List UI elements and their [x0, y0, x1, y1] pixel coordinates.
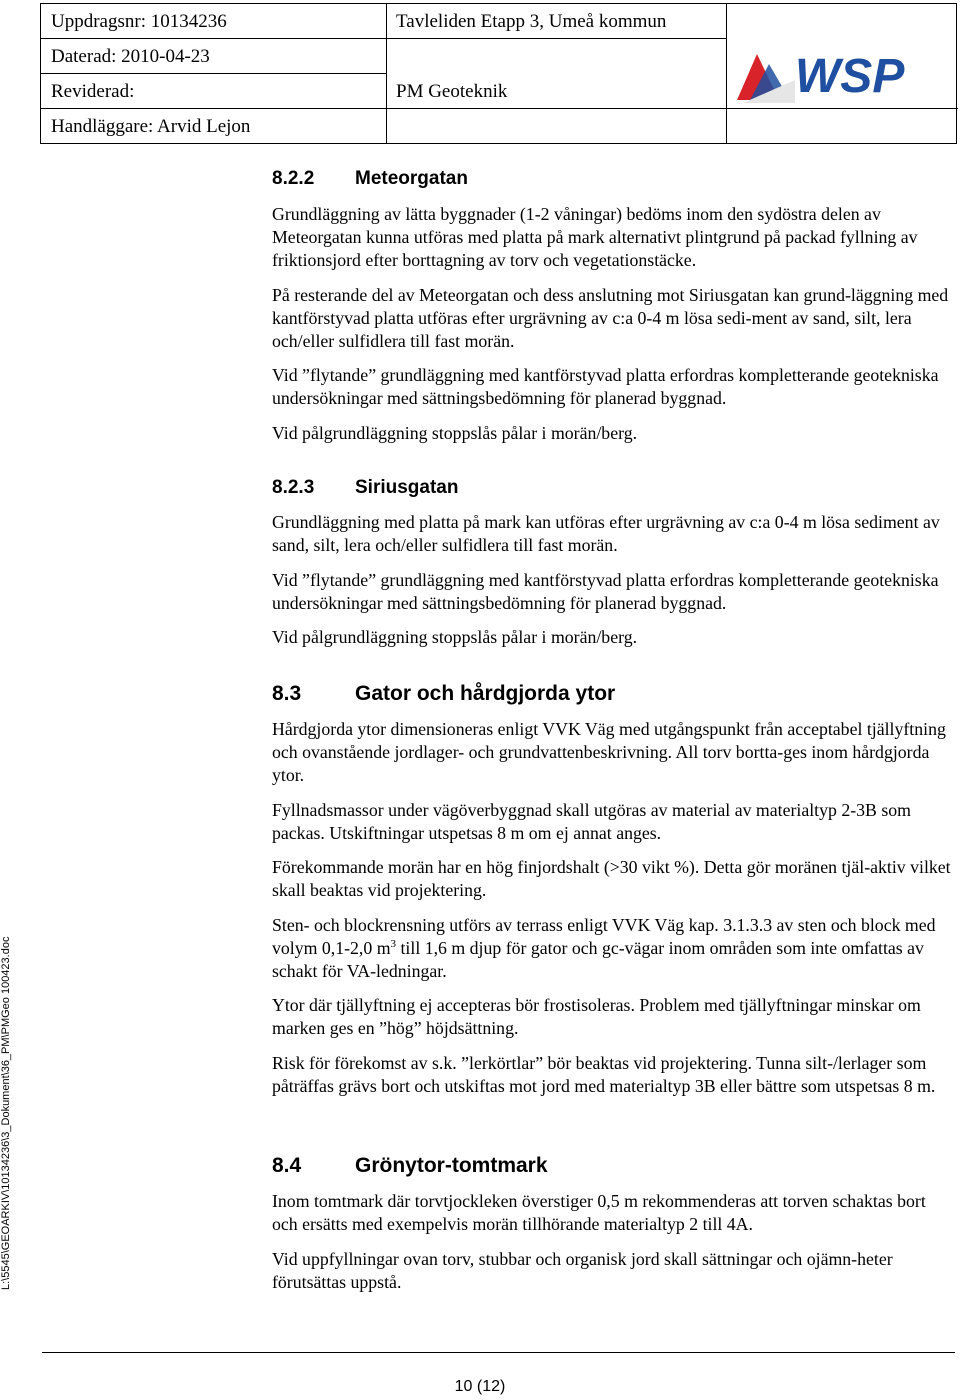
paragraph: Fyllnadsmassor under vägöverbyggnad skall utgöras av material av materialtyp 2-3B som packas. Utskiftningar utspetsas 8 m om ej annat anges. [272, 800, 911, 843]
handler: Handläggare: Arvid Lejon [51, 116, 251, 137]
paragraph: Förekommande morän har en hög finjordshalt (>30 vikt %). Detta gör moränen tjäl-aktiv vilket skall beaktas vid projektering. [272, 857, 951, 900]
section-title: Meteorgatan [355, 168, 468, 189]
wsp-logo [735, 40, 920, 106]
paragraph: Grundläggning av lätta byggnader (1-2 våningar) bedöms inom den sydöstra delen av Meteorgatan kunna utföras med platta på mark alternativt plintgrund på packad fyllning av friktionsjord efter borttagning av torv och vegetationstäcke. [272, 204, 918, 270]
document-header [40, 3, 957, 144]
section-heading-8-4 [272, 1154, 548, 1178]
page-number: 10 (12) [454, 1378, 506, 1395]
paragraph: Vid uppfyllningar ovan torv, stubbar och organisk jord skall sättningar och ojämn-heter förutsättas uppstå. [272, 1249, 893, 1292]
paragraph-text: Sten- och blockrensning utförs av terrass enligt VVK Väg kap. 3.1.3.3 av sten och block med volym 0,1-2,0 m [272, 915, 936, 958]
section-title: Gator och hårdgjorda ytor [355, 682, 616, 705]
paragraph [272, 914, 952, 983]
paragraph: Vid pålgrundläggning stoppslås pålar i morän/berg. [272, 423, 638, 443]
header-divider [386, 4, 387, 143]
section-number: 8.2.2 [272, 168, 315, 189]
paragraph: Risk för förekomst av s.k. ”lerkörtlar” bör beaktas vid projektering. Tunna silt-/lerlager som påträffas grävs bort och utskiftas mot jord med materialtyp 3B eller bättre som utspetsas 8 m. [272, 1053, 936, 1096]
header-divider [726, 4, 727, 143]
paragraph-text: till 1,6 m djup för gator och gc-vägar inom områden som inte omfattas av schakt för VA-ledningar. [272, 938, 924, 981]
section-heading-8-3 [272, 682, 615, 706]
paragraph: Vid ”flytande” grundläggning med kantförstyvad platta erfordras kompletterande geotekniska undersökningar med sättningsbedömning för planerad byggnad. [272, 365, 939, 408]
header-row-4 [41, 109, 386, 144]
section-title: Grönytor-tomtmark [355, 1154, 548, 1177]
paragraph: Grundläggning med platta på mark kan utföras efter urgrävning av c:a 0-4 m lösa sediment av sand, silt, lera och/eller sulfidlera till fast morän. [272, 512, 940, 555]
paragraph: Ytor där tjällyftning ej accepteras bör frostisoleras. Problem med tjällyftningar minskar om marken ges en ”hög” höjdsättning. [272, 995, 921, 1038]
header-row-1 [41, 4, 726, 39]
paragraph: Vid ”flytande” grundläggning med kantförstyvad platta erfordras kompletterande geotekniska undersökningar med sättningsbedömning för planerad byggnad. [272, 570, 939, 613]
dated: Daterad: 2010-04-23 [51, 46, 210, 67]
wsp-logo-text: WSP [795, 50, 905, 103]
section-heading-8-2-2 [272, 168, 468, 190]
paragraph: Hårdgjorda ytor dimensioneras enligt VVK Väg med utgångspunkt från acceptabel tjällyftning och ovanstående jordlager- och grundvattenbeskrivning. All torv bortta-ges inom hårdgjorda ytor. [272, 719, 946, 785]
header-row-2 [41, 39, 386, 74]
side-file-path: L:\5545\GEOARKIV\10134236\3_Dokument\36_PM\PMGeo 100423.doc [0, 936, 12, 1290]
footer-divider [42, 1352, 955, 1353]
section-heading-8-2-3 [272, 477, 458, 499]
section-title: Siriusgatan [355, 477, 459, 498]
section-number: 8.4 [272, 1154, 302, 1177]
section-number: 8.2.3 [272, 477, 315, 498]
paragraph: Inom tomtmark där torvtjockleken överstiger 0,5 m rekommenderas att torven schaktas bort och ersätts med exempelvis morän tillhörande materialtyp 2 till 4A. [272, 1191, 926, 1234]
project-name: Tavleliden Etapp 3, Umeå kommun [396, 11, 667, 32]
revised: Reviderad: [51, 81, 135, 102]
superscript: 3 [390, 938, 397, 951]
document-type: PM Geoteknik [396, 81, 508, 102]
section-number: 8.3 [272, 682, 302, 705]
assignment-number: Uppdragsnr: 10134236 [51, 11, 227, 32]
paragraph: Vid pålgrundläggning stoppslås pålar i morän/berg. [272, 627, 638, 647]
paragraph: På resterande del av Meteorgatan och dess anslutning mot Siriusgatan kan grund-läggning med kantförstyvad platta utföras efter urgrävning av c:a 0-4 m lösa sedi-ment av sand, silt, lera och/eller sulfidlera till fast morän. [272, 285, 949, 351]
